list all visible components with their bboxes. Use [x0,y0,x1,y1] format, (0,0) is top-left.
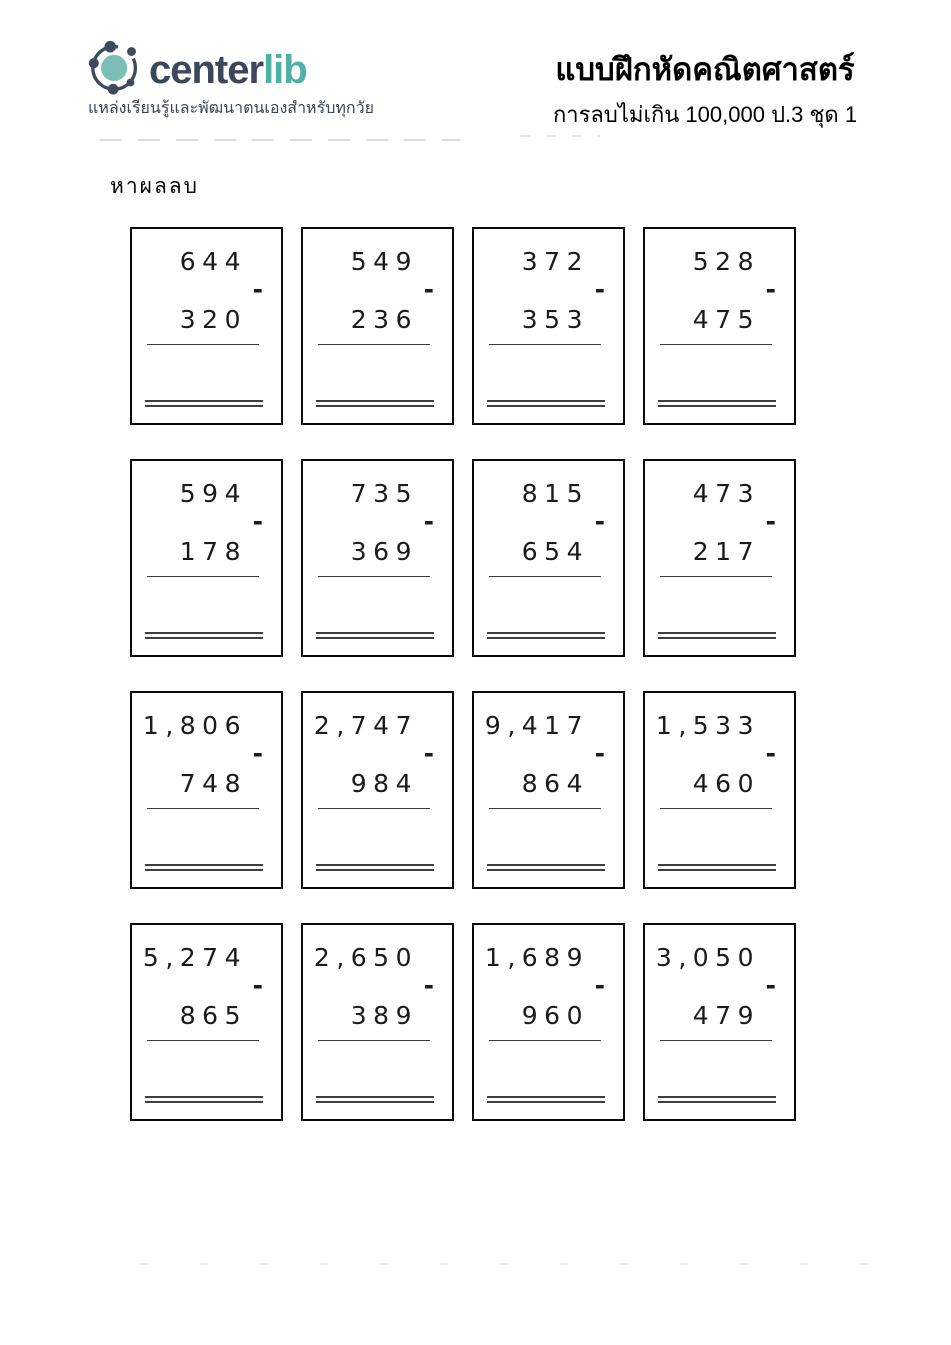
faded-cropped-text-artifact [520,135,600,137]
minuend: 528 [692,247,760,276]
problem-card [472,923,625,1121]
result-double-line [658,632,776,639]
problem-card [301,923,454,1121]
minuend: 2,747 [313,711,418,740]
minuend: 473 [692,479,760,508]
subtrahend: 475 [692,305,760,334]
minuend: 3,050 [655,943,760,972]
problem-card [643,227,796,425]
answer-line [147,808,259,809]
problem-card [301,691,454,889]
subtrahend: 984 [350,769,418,798]
subtrahend: 864 [521,769,589,798]
subtrahend: 178 [179,537,247,566]
minus-sign: - [423,971,434,1000]
answer-line [318,344,430,345]
result-double-line [316,1096,434,1103]
minus-sign: - [765,275,776,304]
instruction-label: หาผลลบ [110,175,200,198]
minus-sign: - [594,739,605,768]
problem-card [643,691,796,889]
answer-line [318,1040,430,1041]
result-double-line [487,632,605,639]
minus-sign: - [765,739,776,768]
minus-sign: - [252,971,263,1000]
worksheet-subtitle: การลบไม่เกิน 100,000 ป.3 ชุด 1 [552,101,858,127]
result-double-line [316,400,434,407]
minus-sign: - [423,275,434,304]
result-double-line [145,864,263,871]
result-double-line [487,400,605,407]
minus-sign: - [423,739,434,768]
problem-card [130,227,283,425]
brand-tagline: แหล่งเรียนรู้และพัฒนาตนเองสำหรับทุกวัย [88,100,374,117]
problem-card [643,923,796,1121]
minus-sign: - [423,507,434,536]
title-block [460,52,950,132]
problem-card [643,459,796,657]
minus-sign: - [594,507,605,536]
minus-sign: - [594,275,605,304]
minus-sign: - [252,507,263,536]
minuend: 644 [179,247,247,276]
answer-line [318,576,430,577]
subtrahend: 369 [350,537,418,566]
answer-line [318,808,430,809]
subtrahend: 320 [179,305,247,334]
subtrahend: 460 [692,769,760,798]
minuend: 1,689 [484,943,589,972]
result-double-line [487,864,605,871]
minus-sign: - [252,739,263,768]
answer-line [489,344,601,345]
problem-card [472,227,625,425]
minus-sign: - [765,507,776,536]
minuend: 2,650 [313,943,418,972]
minuend: 372 [521,247,589,276]
centerlib-network-logo-icon [88,37,146,102]
answer-line [489,808,601,809]
result-double-line [658,1096,776,1103]
minus-sign: - [252,275,263,304]
problem-card [130,691,283,889]
result-double-line [145,632,263,639]
result-double-line [316,632,434,639]
minus-sign: - [594,971,605,1000]
worksheet-title: แบบฝึกหัดคณิตศาสตร์ [555,52,855,87]
answer-line [489,576,601,577]
answer-line [147,1040,259,1041]
result-double-line [487,1096,605,1103]
problem-card [472,459,625,657]
minuend: 549 [350,247,418,276]
minuend: 9,417 [484,711,589,740]
answer-line [660,576,772,577]
minus-sign: - [765,971,776,1000]
faded-cropped-text-artifact [140,1263,880,1265]
result-double-line [145,400,263,407]
problem-card [130,923,283,1121]
subtrahend: 353 [521,305,589,334]
faded-cropped-text-artifact [100,139,460,141]
result-double-line [145,1096,263,1103]
result-double-line [658,864,776,871]
subtrahend: 654 [521,537,589,566]
problem-card [301,459,454,657]
result-double-line [658,400,776,407]
answer-line [660,808,772,809]
subtrahend: 217 [692,537,760,566]
brand-wordmark [149,50,307,90]
subtrahend: 236 [350,305,418,334]
subtrahend: 389 [350,1001,418,1030]
minuend: 815 [521,479,589,508]
subtrahend: 479 [692,1001,760,1030]
subtrahend: 865 [179,1001,247,1030]
answer-line [147,576,259,577]
brand-center-text: center [149,48,264,92]
minuend: 594 [179,479,247,508]
subtrahend: 748 [179,769,247,798]
answer-line [660,1040,772,1041]
problem-card [130,459,283,657]
subtrahend: 960 [521,1001,589,1030]
problem-card [472,691,625,889]
answer-line [660,344,772,345]
minuend: 5,274 [142,943,247,972]
problem-card [301,227,454,425]
answer-line [489,1040,601,1041]
problems-grid [130,227,796,1121]
minuend: 1,806 [142,711,247,740]
minuend: 1,533 [655,711,760,740]
brand-lib-text: lib [263,48,307,92]
minuend: 735 [350,479,418,508]
answer-line [147,344,259,345]
result-double-line [316,864,434,871]
